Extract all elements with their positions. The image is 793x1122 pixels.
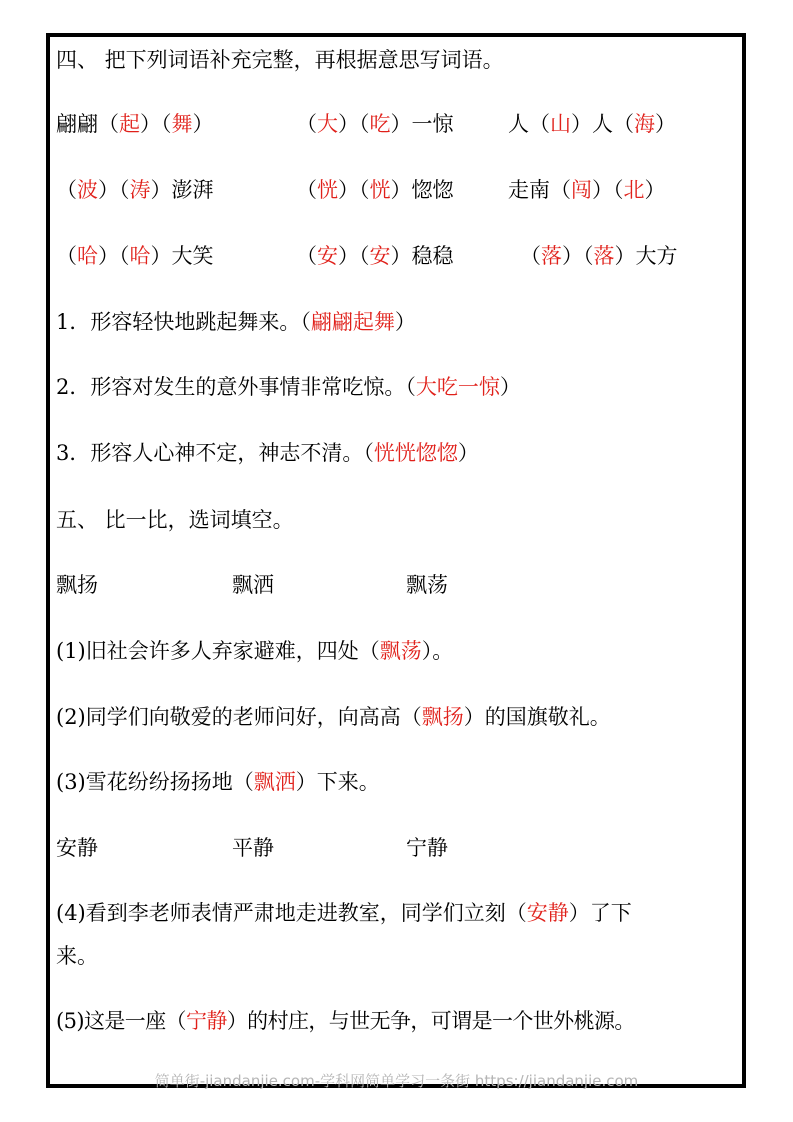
answer-2: 大吃一惊 <box>415 375 500 399</box>
idiom-7: （哈）（哈）大笑 <box>56 244 214 268</box>
watermark-text: 简单街-jiandanjie.com-学科网简单学习一条街 https://jiandanjie.com <box>154 1072 639 1090</box>
sentence-answer-5: 宁静 <box>185 1009 227 1033</box>
sentence-3: (3)雪花纷纷扬扬地（飘洒）下来。 <box>56 770 380 794</box>
word-choices-2 <box>56 834 448 862</box>
word-option: 飘扬 <box>56 573 98 597</box>
idiom-2: （大）（吃）一惊 <box>296 112 454 136</box>
answer-3: 恍恍惚惚 <box>373 441 458 465</box>
word-option: 安静 <box>56 836 98 860</box>
definition-2: 2．形容对发生的意外事情非常吃惊。（大吃一惊） <box>56 375 521 399</box>
word-option: 飘荡 <box>406 573 448 597</box>
section4-heading: 四、 把下列词语补充完整，再根据意思写词语。 <box>56 48 504 72</box>
definition-3: 3．形容人心神不定，神志不清。（恍恍惚惚） <box>56 441 479 465</box>
word-option: 平静 <box>232 836 274 860</box>
section5-heading: 五、 比一比，选词填空。 <box>56 508 294 532</box>
sentence-4: (4)看到李老师表情严肃地走进教室，同学们立刻（安静）了下 <box>56 901 632 925</box>
sentence-1: (1)旧社会许多人弃家避难，四处（飘荡）。 <box>56 639 454 663</box>
sentence-answer-1: 飘荡 <box>379 639 422 663</box>
fill-row-3 <box>56 242 678 270</box>
word-option: 宁静 <box>406 836 448 860</box>
idiom-9: （落）（落）大方 <box>520 244 678 268</box>
sentence-answer-4: 安静 <box>526 901 569 925</box>
idiom-1: 翩翩（起）（舞） <box>56 112 214 136</box>
sentence-4-continued: 来。 <box>56 944 98 968</box>
sentence-answer-3: 飘洒 <box>253 770 296 794</box>
idiom-5: （恍）（恍）惚惚 <box>296 178 454 202</box>
word-choices-1 <box>56 571 448 599</box>
word-option: 飘洒 <box>232 573 274 597</box>
idiom-4: （波）（涛）澎湃 <box>56 178 214 202</box>
sentence-5: (5)这是一座（宁静）的村庄，与世无争，可谓是一个世外桃源。 <box>56 1009 635 1033</box>
fill-row-1 <box>56 110 676 138</box>
idiom-6: 走南（闯）（北） <box>508 178 666 202</box>
fill-row-2 <box>56 176 666 204</box>
sentence-answer-2: 飘扬 <box>421 705 464 729</box>
idiom-8: （安）（安）稳稳 <box>296 244 454 268</box>
answer-1: 翩翩起舞 <box>310 310 395 334</box>
sentence-2: (2)同学们向敬爱的老师问好，向高高（飘扬）的国旗敬礼。 <box>56 705 611 729</box>
definition-1: 1．形容轻快地跳起舞来。（翩翩起舞） <box>56 310 416 334</box>
idiom-3: 人（山）人（海） <box>508 112 676 136</box>
